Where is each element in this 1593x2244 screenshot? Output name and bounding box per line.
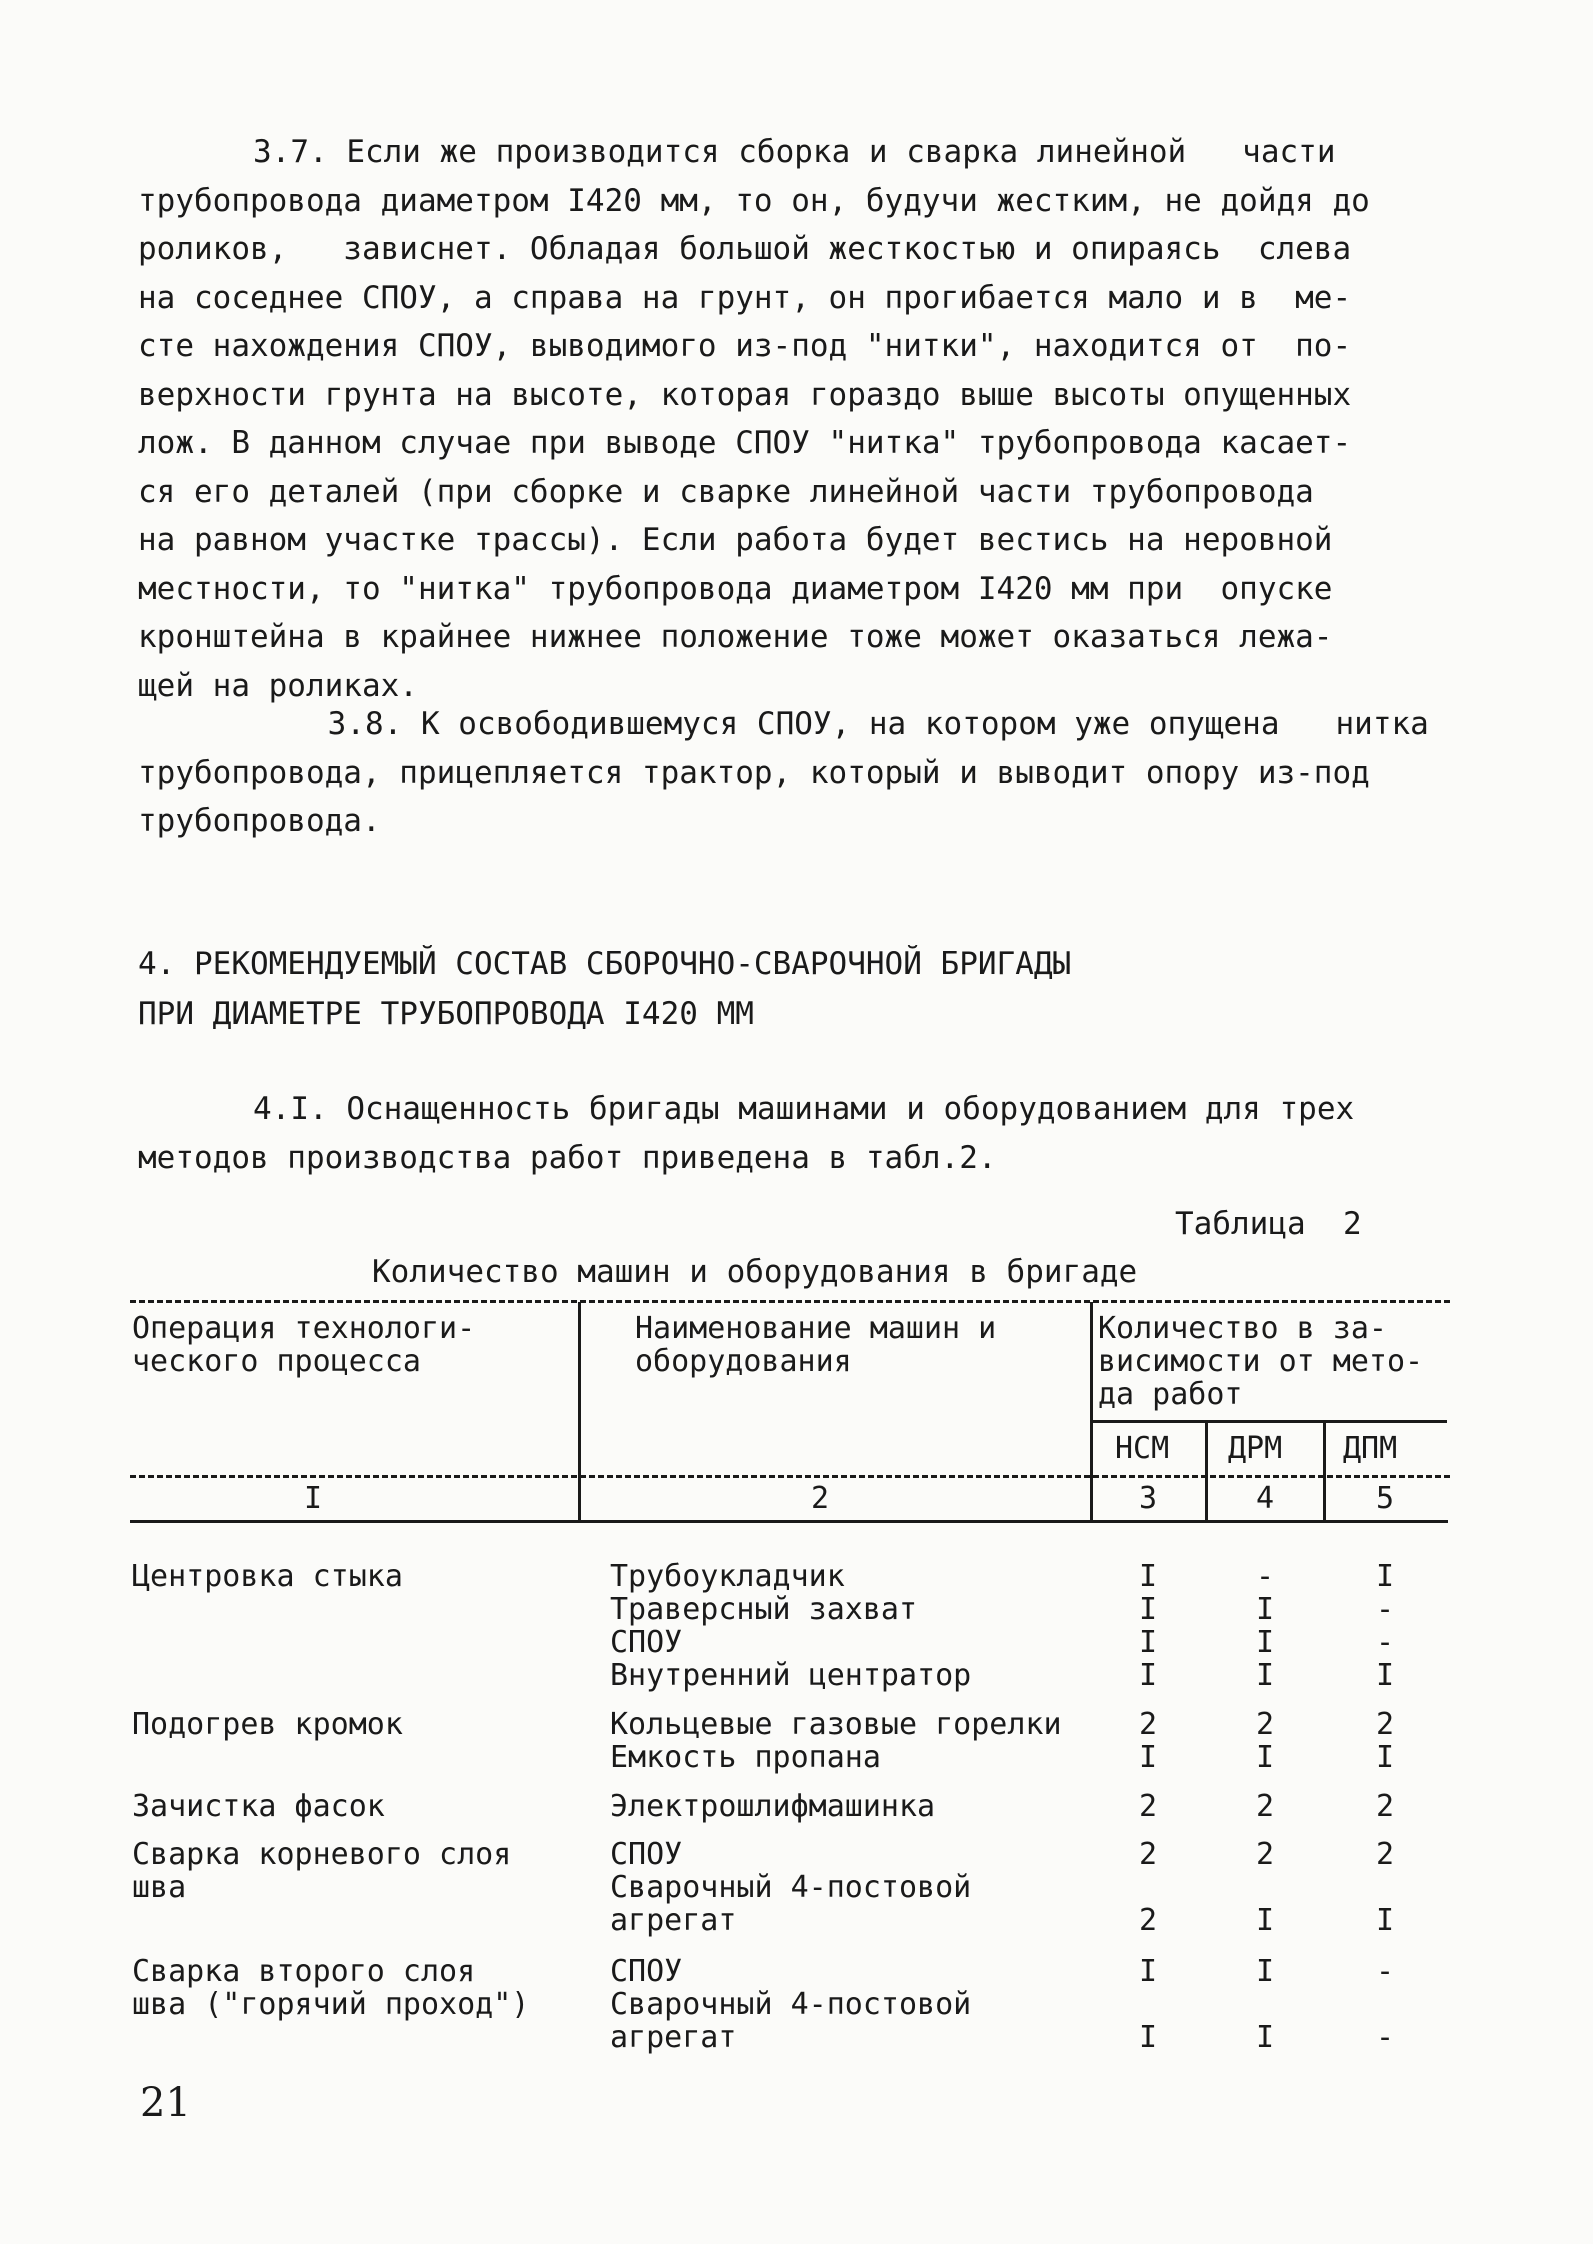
text-line: ся его деталей (при сборке и сварке линейной части трубопровода — [138, 473, 1314, 510]
section-heading-line2: ПРИ ДИАМЕТРЕ ТРУБОПРОВОДА I420 ММ — [138, 996, 754, 1032]
table-vline-sub-2 — [1323, 1420, 1326, 1520]
row-value: I — [1138, 1658, 1158, 1693]
header-method-1: НСМ — [1115, 1431, 1170, 1466]
text-line: роликов, зависнет. Обладая большой жесткостью и опираясь слева — [138, 231, 1352, 267]
row-value: I — [1255, 1954, 1275, 1989]
table-top-rule — [130, 1300, 1450, 1303]
row-value: I — [1255, 1903, 1275, 1938]
row-value: I — [1375, 1740, 1395, 1775]
text-line: 3.8. К освободившемуся СПОУ, на котором уже опущена нитка — [253, 706, 1429, 742]
row-value: 2 — [1255, 1707, 1275, 1742]
header-method-2: ДРМ — [1228, 1431, 1283, 1466]
table-title: Количество машин и оборудования в бригаде — [372, 1254, 1138, 1290]
row-value: 2 — [1138, 1903, 1158, 1938]
column-number: 3 — [1138, 1481, 1158, 1516]
text-line: трубопровода. — [138, 803, 381, 839]
row-machine: Кольцевые газовые горелки — [610, 1707, 1062, 1742]
paragraph-3-7 — [138, 128, 1458, 710]
row-value: I — [1138, 2020, 1158, 2055]
row-value: - — [1375, 1592, 1395, 1627]
row-value: 2 — [1375, 1837, 1395, 1872]
header-machine-name: Наименование машин и оборудования — [635, 1311, 997, 1379]
row-value: I — [1375, 1903, 1395, 1938]
row-machine: Сварочный 4-постовой агрегат — [610, 1987, 972, 2055]
row-value: I — [1138, 1625, 1158, 1660]
row-machine: Трубоукладчик — [610, 1559, 845, 1594]
row-value: 2 — [1255, 1789, 1275, 1824]
table-header-rule — [130, 1475, 1450, 1478]
row-machine: Емкость пропана — [610, 1740, 881, 1775]
text-line: трубопровода, прицепляется трактор, который и выводит опору из-под — [138, 754, 1370, 791]
text-line: сте нахождения СПОУ, выводимого из-под "нитки", находится от по- — [138, 328, 1352, 364]
header-quantity: Количество в за- висимости от мето- да работ — [1098, 1311, 1424, 1412]
text-line: на равном участке трассы). Если работа будет вестись на неровной — [138, 522, 1333, 558]
text-line: кронштейна в крайнее нижнее положение тоже может оказаться лежа- — [138, 619, 1333, 655]
row-operation: Центровка стыка — [132, 1559, 403, 1594]
table-subheader-rule — [1092, 1420, 1447, 1423]
header-method-3: ДПМ — [1343, 1431, 1398, 1466]
row-value: I — [1255, 1625, 1275, 1660]
text-line: лож. В данном случае при выводе СПОУ "нитка" трубопровода касает- — [138, 425, 1352, 461]
row-value: - — [1375, 1954, 1395, 1989]
paragraph-4-1-line2: методов производства работ приведена в табл.2. — [138, 1140, 997, 1176]
text-line: трубопровода диаметром I420 мм, то он, будучи жестким, не дойдя до — [138, 182, 1370, 219]
row-value: 2 — [1375, 1789, 1395, 1824]
text-line: верхности грунта на высоте, которая гораздо выше высоты опущенных — [138, 376, 1352, 413]
row-value: I — [1255, 1592, 1275, 1627]
row-machine: СПОУ — [610, 1625, 683, 1660]
row-value: - — [1255, 1559, 1275, 1594]
row-value: 2 — [1138, 1707, 1158, 1742]
row-machine: Электрошлифмашинка — [610, 1789, 936, 1824]
header-operation: Операция технологи- ческого процесса — [132, 1311, 476, 1379]
column-number: 4 — [1255, 1481, 1275, 1516]
row-value: I — [1255, 2020, 1275, 2055]
row-value: - — [1375, 1625, 1395, 1660]
row-operation: Подогрев кромок — [132, 1707, 403, 1742]
row-value: I — [1375, 1658, 1395, 1693]
row-value: I — [1138, 1740, 1158, 1775]
row-value: I — [1138, 1559, 1158, 1594]
row-operation: Сварка корневого слоя шва — [132, 1837, 512, 1905]
text-line: местности, то "нитка" трубопровода диаметром I420 мм при опуске — [138, 570, 1333, 607]
row-machine: Сварочный 4-постовой агрегат — [610, 1870, 972, 1938]
row-value: 2 — [1375, 1707, 1395, 1742]
table-number-row-rule — [130, 1520, 1448, 1523]
row-value: 2 — [1138, 1789, 1158, 1824]
row-machine: Внутренний центратор — [610, 1658, 972, 1693]
row-value: I — [1375, 1559, 1395, 1594]
row-operation: Сварка второго слоя шва ("горячий проход") — [132, 1954, 530, 2022]
column-number: 5 — [1375, 1481, 1395, 1516]
paragraph-3-8 — [138, 700, 1458, 846]
table-vline-1 — [578, 1302, 581, 1522]
row-value: I — [1255, 1658, 1275, 1693]
text-line: 3.7. Если же производится сборка и сварка линейной части — [253, 134, 1336, 170]
row-value: I — [1138, 1954, 1158, 1989]
paragraph-4-1-line1: 4.I. Оснащенность бригады машинами и оборудованием для трех — [253, 1091, 1355, 1127]
row-value: - — [1375, 2020, 1395, 2055]
row-machine: СПОУ — [610, 1954, 683, 1989]
row-operation: Зачистка фасок — [132, 1789, 385, 1824]
row-machine: Траверсный захват — [610, 1592, 918, 1627]
row-machine: СПОУ — [610, 1837, 683, 1872]
text-line: щей на роликах. — [138, 667, 418, 704]
text-line: на соседнее СПОУ, а справа на грунт, он прогибается мало и в ме- — [138, 279, 1352, 316]
column-number: I — [303, 1481, 323, 1516]
row-value: 2 — [1138, 1837, 1158, 1872]
row-value: 2 — [1255, 1837, 1275, 1872]
table-number-label: Таблица 2 — [1175, 1206, 1362, 1242]
column-number: 2 — [810, 1481, 830, 1516]
page-number: 21 — [140, 2080, 191, 2126]
row-value: I — [1255, 1740, 1275, 1775]
section-heading-line1: 4. РЕКОМЕНДУЕМЫЙ СОСТАВ СБОРОЧНО-СВАРОЧНОЙ БРИГАДЫ — [138, 946, 1072, 982]
row-value: I — [1138, 1592, 1158, 1627]
table-vline-2 — [1090, 1302, 1093, 1522]
table-vline-sub-1 — [1205, 1420, 1208, 1520]
